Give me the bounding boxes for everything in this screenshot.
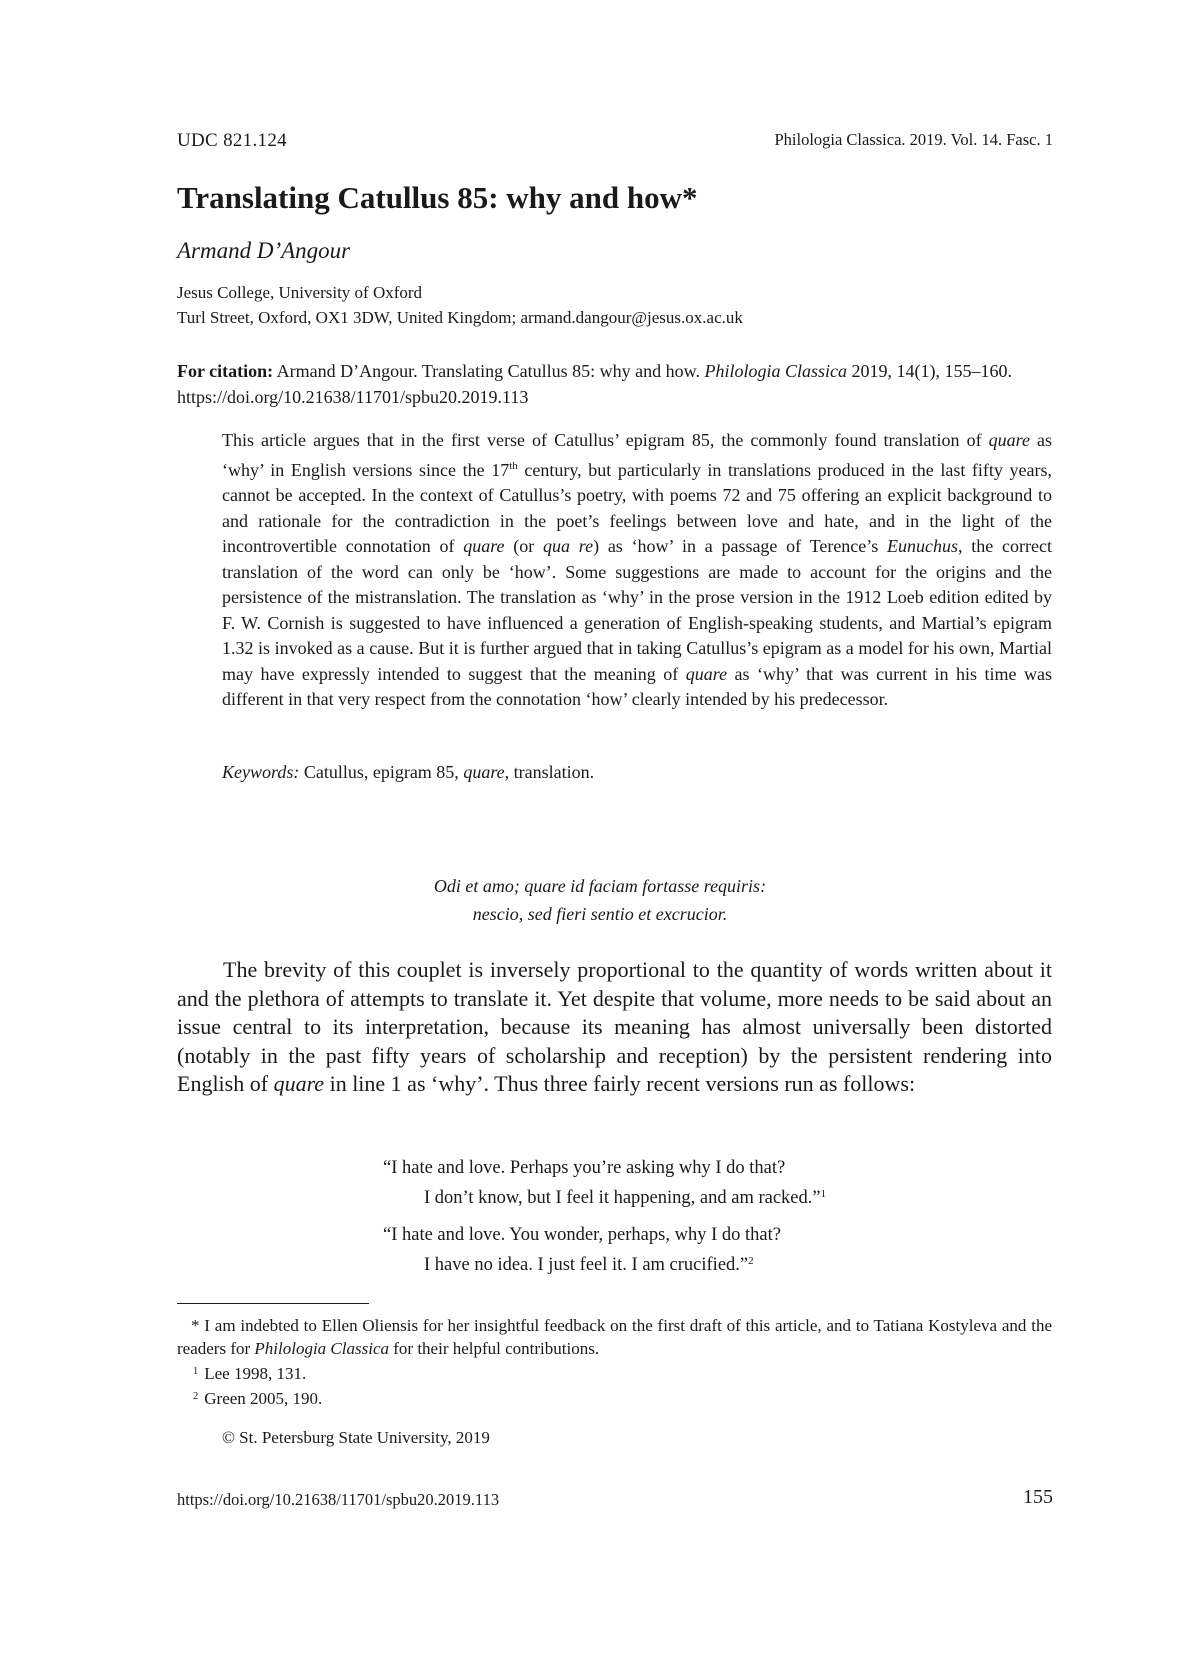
footnote-text: Green 2005, 190. xyxy=(204,1389,323,1408)
abstract-italic: quare xyxy=(988,430,1030,450)
footnote-text: for their helpful contributions. xyxy=(389,1339,600,1358)
abstract-part: , the correct translation of the word can only be ‘how’. Some suggestions are made to account for the origins and the persistence of the mistranslation. The translation as ‘why’ in the prose version in the 1912 Loeb edition edited by F. W. Cornish is suggested to have influenced a generation of English-speaking students, and Martial’s epigram 1.32 is invoked as a cause. But it is further argued that in taking Catullus’s epigram as a model for his own, Martial may have expressly intended to suggest that the meaning of xyxy=(222,536,1052,684)
body-text-part: in line 1 as ‘why’. Thus three fairly recent versions run as follows: xyxy=(324,1071,916,1096)
abstract-part: as ‘why’ in English versions since the 17 xyxy=(222,430,1053,480)
abstract xyxy=(222,428,1052,713)
abstract-text xyxy=(222,428,1052,713)
citation-label: For citation: xyxy=(177,361,274,381)
body-text-part: The brevity of this couplet is inversely proportional to the quantity of words written about it and the plethora of attempts to translate it. Yet despite that volume, more needs to be said about an issue central to its interpretation, because its meaning has almost universally been distorted (notably in the past fifty years of scholarship and reception) by the persistent rendering into English of xyxy=(177,957,1052,1096)
footnote-2 xyxy=(177,1385,1052,1410)
affiliation xyxy=(177,280,743,330)
body-italic: quare xyxy=(273,1071,325,1096)
citation-text-1: Armand D’Angour. Translating Catullus 85: why and how. xyxy=(273,361,705,381)
footnote-divider xyxy=(177,1303,369,1304)
epigraph-line-1: Odi et amo; quare id faciam fortasse requiris: xyxy=(433,876,767,896)
udc-code: UDC 821.124 xyxy=(177,130,287,151)
citation-journal: Philologia Classica xyxy=(704,361,847,381)
keywords-label: Keywords: xyxy=(222,762,300,782)
affiliation-line-1: Jesus College, University of Oxford xyxy=(177,283,423,302)
footnote-marker: * xyxy=(191,1316,200,1335)
abstract-superscript: th xyxy=(509,459,518,472)
footer-doi-link[interactable]: https://doi.org/10.21638/11701/spbu20.2019.113 xyxy=(177,1490,500,1509)
abstract-italic: quare xyxy=(463,536,505,556)
citation-text-2: 2019, 14(1), 155–160. https://doi.org/10.21638/11701/spbu20.2019.113 xyxy=(177,361,1012,407)
keywords-italic: quare xyxy=(463,762,505,782)
quote-line-2 xyxy=(383,1248,781,1278)
abstract-part: (or xyxy=(504,536,543,556)
abstract-italic: quare xyxy=(685,663,728,684)
footnote-number: 1 xyxy=(193,1366,199,1377)
copyright-notice: © St. Petersburg State University, 2019 xyxy=(222,1428,490,1447)
quote-text: I have no idea. I just feel it. I am crucified.” xyxy=(424,1255,749,1275)
quote-text: I don’t know, but I feel it happening, and am racked.” xyxy=(424,1188,821,1208)
translation-quote xyxy=(383,1155,826,1211)
quote-line-1: “I hate and love. Perhaps you’re asking why I do that? xyxy=(383,1158,786,1178)
affiliation-line-2: Turl Street, Oxford, OX1 3DW, United Kingdom; armand.dangour@jesus.ox.ac.uk xyxy=(177,308,743,327)
footnote-italic: Philologia Classica xyxy=(254,1339,389,1358)
translation-quote xyxy=(383,1222,781,1278)
footnote-star xyxy=(177,1314,1052,1360)
abstract-part: century, but particularly in translations produced in the last fifty years, cannot be accepted. In the context of Catullus’s poetry, with poems 72 and 75 offering an explicit background to and rationale for the contradiction in the poet’s feelings between love and hate, and in the light of the incontrovertible connotation of xyxy=(222,459,1052,556)
footnote-ref[interactable]: 1 xyxy=(820,1188,827,1200)
citation xyxy=(177,358,1052,410)
abstract-italic: Eunuchus xyxy=(887,536,959,556)
footnote-number: 2 xyxy=(193,1391,199,1402)
abstract-part: as ‘why’ that was current in his time was different in that very respect from the connotation ‘how’ clearly intended by his predecessor. xyxy=(222,663,1053,709)
journal-info: Philologia Classica. 2019. Vol. 14. Fasc. 1 xyxy=(774,130,1053,149)
keywords-text: Catullus, epigram 85, xyxy=(299,762,464,782)
abstract-part: This article argues that in the first verse of Catullus’ epigram 85, the commonly found translation of xyxy=(222,430,989,450)
body-paragraph xyxy=(177,956,1052,1099)
page-number: 155 xyxy=(1023,1486,1053,1508)
abstract-italic: qua re xyxy=(543,536,594,556)
footnote-text: Lee 1998, 131. xyxy=(204,1364,307,1383)
footnote-text: I am indebted to Ellen Oliensis for her insightful feedback on the first draft of this article, and to Tatiana Kostyleva and the readers for xyxy=(177,1316,1052,1358)
abstract-part: ) as ‘how’ in a passage of Terence’s xyxy=(593,536,888,556)
quote-line-2 xyxy=(383,1181,826,1211)
keywords xyxy=(222,762,594,783)
article-title: Translating Catullus 85: why and how* xyxy=(177,180,698,215)
footnote-1 xyxy=(177,1360,1052,1385)
quote-line-1: “I hate and love. You wonder, perhaps, why I do that? xyxy=(383,1225,781,1245)
epigraph-line-2: nescio, sed fieri sentio et excrucior. xyxy=(472,904,728,924)
keywords-text: , translation. xyxy=(504,762,595,782)
epigraph xyxy=(0,872,1200,928)
footnotes xyxy=(177,1314,1052,1410)
footnote-ref[interactable]: 2 xyxy=(748,1255,754,1267)
author-name: Armand D’Angour xyxy=(177,238,351,263)
